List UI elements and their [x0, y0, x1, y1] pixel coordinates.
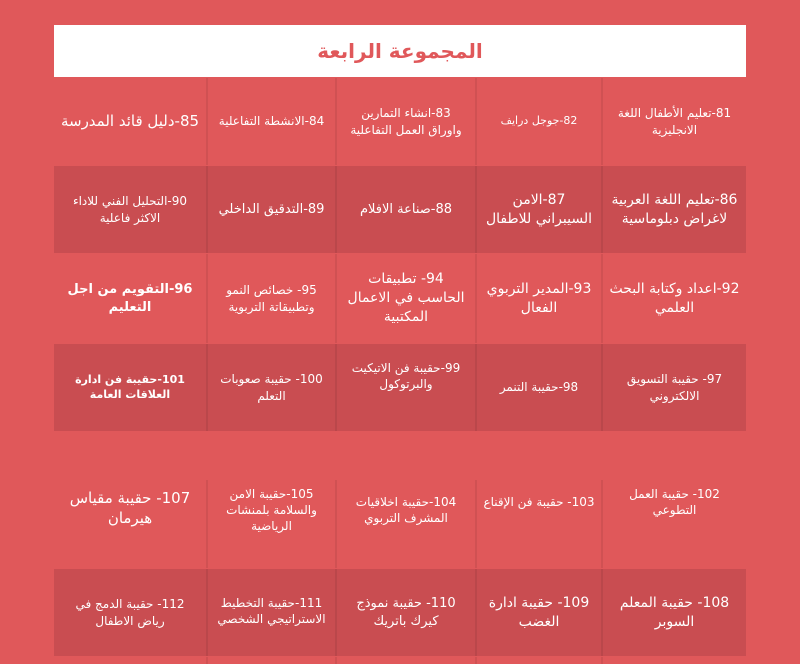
course-107[interactable]: 107- حقيبة مقياس هيرمان: [69, 488, 191, 527]
table-row: [54, 432, 746, 568]
course-82[interactable]: 82-جوجل درايف: [500, 114, 578, 128]
course-104[interactable]: 104-حقيبة اخلاقيات المشرف التربوي: [355, 494, 457, 525]
course-93[interactable]: 93-المدير التربوي الفعال: [486, 280, 592, 316]
course-88[interactable]: 88-صناعة الافلام: [359, 201, 453, 217]
course-112[interactable]: 112- حقيبة الدمج في رياض الاطفال: [75, 597, 185, 628]
course-97[interactable]: 97- حقيبة التسويق الالكتروني: [626, 372, 723, 403]
course-81[interactable]: 81-تعليم الأطفال اللغة الانجليزية: [617, 106, 732, 137]
course-98[interactable]: 98-حقيبة التنمر: [499, 380, 579, 395]
course-87[interactable]: 87-الامن السيبراني للاطفال: [485, 191, 592, 227]
table-row-partial: [54, 657, 746, 664]
course-95[interactable]: 95- خصائص النمو وتطبيقاتة التربوية: [226, 283, 317, 314]
table-row: [54, 166, 746, 253]
course-100[interactable]: 100- حقيبة صعوبات التعلم: [220, 372, 323, 403]
course-90[interactable]: 90-التحليل الفني للاداء الاكثر فاعلية: [72, 194, 188, 225]
table-row: [54, 254, 746, 343]
page-header: [54, 25, 746, 77]
course-111[interactable]: 111-حقيبة التخطيط الاستراتيجي الشخصي: [217, 596, 326, 627]
course-109[interactable]: 109- حقيبة ادارة الغضب: [488, 594, 590, 630]
course-108[interactable]: 108- حقيبة المعلم السوبر: [619, 594, 730, 630]
course-101[interactable]: 101-حقيبة فن ادارة العلاقات العامة: [75, 372, 185, 401]
course-96[interactable]: 96-التقويم من اجل التعليم: [67, 281, 193, 315]
course-110[interactable]: 110- حقيبة نموذج كيرك باتريك: [356, 595, 456, 629]
course-92[interactable]: 92-اعداد وكتابة البحث العلمي: [609, 280, 740, 316]
table-row: [54, 78, 746, 165]
course-84[interactable]: 84-الانشطة التفاعلية: [218, 114, 325, 129]
course-83[interactable]: 83-انشاء التمارين واوراق العمل التفاعلية: [350, 106, 462, 137]
course-103[interactable]: 103- حقيبة فن الإقناع: [483, 494, 595, 509]
table-row: [54, 569, 746, 656]
course-86[interactable]: 86-تعليم اللغة العربية لاغراض دبلوماسية: [611, 191, 738, 227]
course-85[interactable]: 85-دليل قائد المدرسة: [60, 112, 200, 131]
course-102[interactable]: 102- حقيبة العمل التطوعي: [629, 486, 720, 517]
course-89[interactable]: 89-التدقيق الداخلي: [218, 201, 325, 217]
course-99[interactable]: 99-حقيبة فن الاتيكيت والبرتوكول: [351, 361, 461, 392]
course-94[interactable]: 94- تطبيقات الحاسب في الاعمال المكتبية: [347, 271, 465, 325]
table-row: [54, 344, 746, 431]
course-105[interactable]: 105-حقيبة الامن والسلامة بلمنشات الرياضية: [226, 486, 317, 534]
page-title: المجموعة الرابعة: [317, 39, 483, 63]
